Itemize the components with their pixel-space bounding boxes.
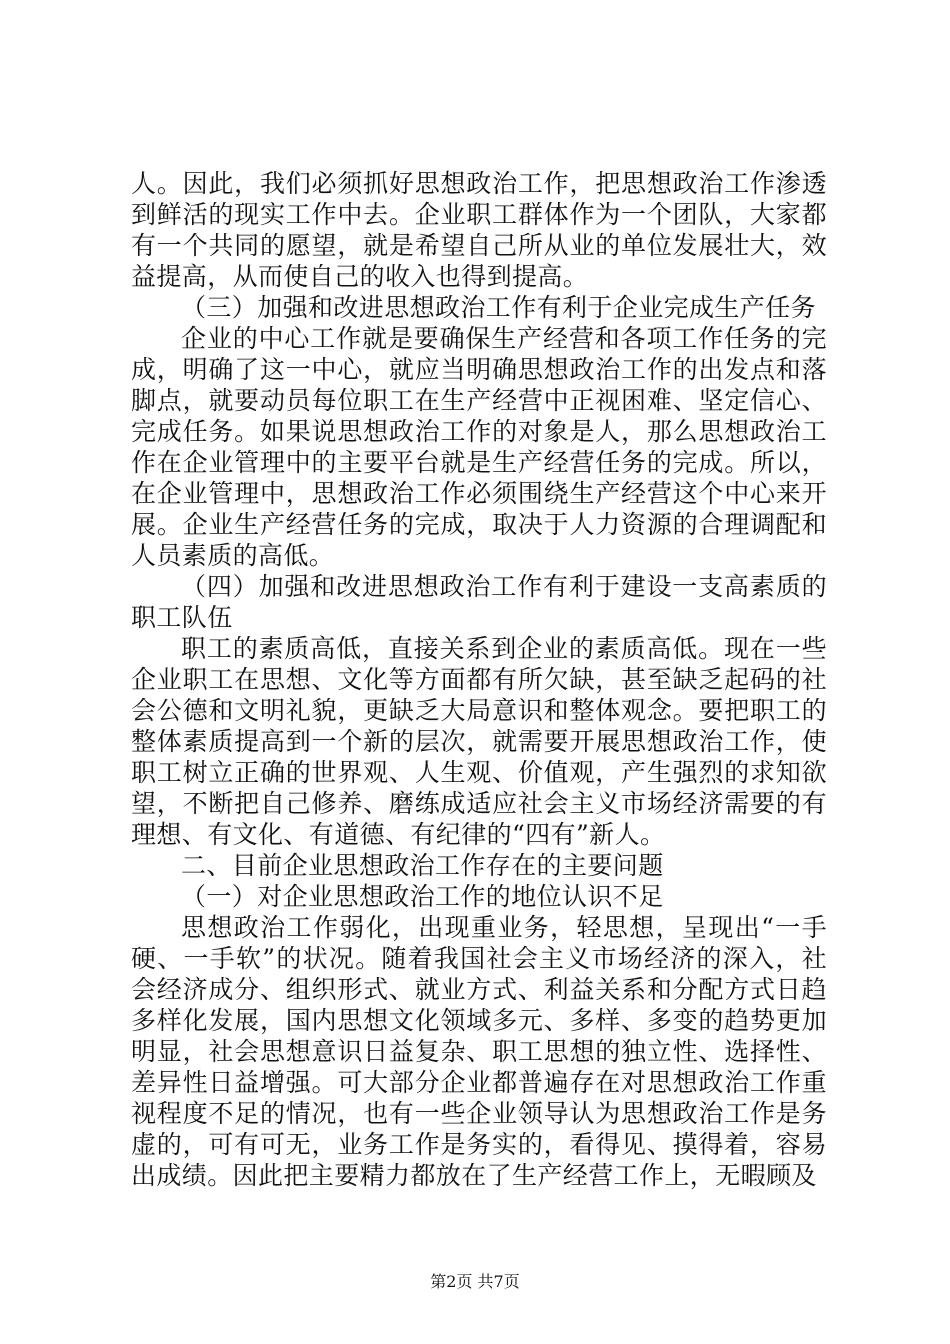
paragraph: 企业的中心工作就是要确保生产经营和各项工作任务的完成，明确了这一中心，就应当明确思想政治工作的出发点和落脚点，就要动员每位职工在生产经营中正视困难、坚定信心、完成任务。如果说思想政治工作的对象是人，那么思想政治工作在企业管理中的主要平台就是生产经营任务的完成。所以，在企业管理中，思想政治工作必须围绕生产经营这个中心来开展。企业生产经营任务的完成，取决于人力资源的合理调配和人员素质的高低。 <box>131 324 827 570</box>
section-heading-3: （三）加强和改进思想政治工作有利于企业完成生产任务 <box>181 293 817 322</box>
paragraph: 职工的素质高低，直接关系到企业的素质高低。现在一些企业职工在思想、文化等方面都有所欠缺，甚至缺乏起码的社会公德和文明礼貌，更缺乏大局意识和整体观念。要把职工的整体素质提高到一个新的层次，就需要开展思想政治工作，使职工树立正确的世界观、人生观、价值观，产生强烈的求知欲望，不断把自己修养、磨练成适应社会主义市场经济需要的有理想、有文化、有道德、有纪律的“四有”新人。 <box>131 634 827 849</box>
paragraph-continued: 人。因此，我们必须抓好思想政治工作，把思想政治工作渗透到鲜活的现实工作中去。企业职工群体作为一个团队，大家都有一个共同的愿望，就是希望自己所从业的单位发展壮大，效益提高，从而使自己的收入也得到提高。 <box>131 169 827 291</box>
page-number-footer: 第2页 共7页 <box>430 1272 520 1291</box>
section-heading-4: （四）加强和改进思想政治工作有利于建设一支高素质的职工队伍 <box>131 572 827 632</box>
paragraph: 思想政治工作弱化，出现重业务，轻思想，呈现出“一手硬、一手软”的状况。随着我国社会主义市场经济的深入，社会经济成分、组织形式、就业方式、利益关系和分配方式日趋多样化发展，国内思想文化领域多元、多样、多变的趋势更加明显，社会思想意识日益复杂、职工思想的独立性、选择性、差异性日益增强。可大部分企业都普遍存在对思想政治工作重视程度不足的情况，也有一些企业领导认为思想政治工作是务虚的，可有可无，业务工作是务实的，看得见、摸得着，容易出成绩。因此把主要精力都放在了生产经营工作上，无暇顾及 <box>131 913 827 1190</box>
section-heading-1: （一）对企业思想政治工作的地位认识不足 <box>181 882 664 911</box>
document-body <box>131 168 827 1191</box>
chapter-heading-2: 二、目前企业思想政治工作存在的主要问题 <box>181 851 664 880</box>
